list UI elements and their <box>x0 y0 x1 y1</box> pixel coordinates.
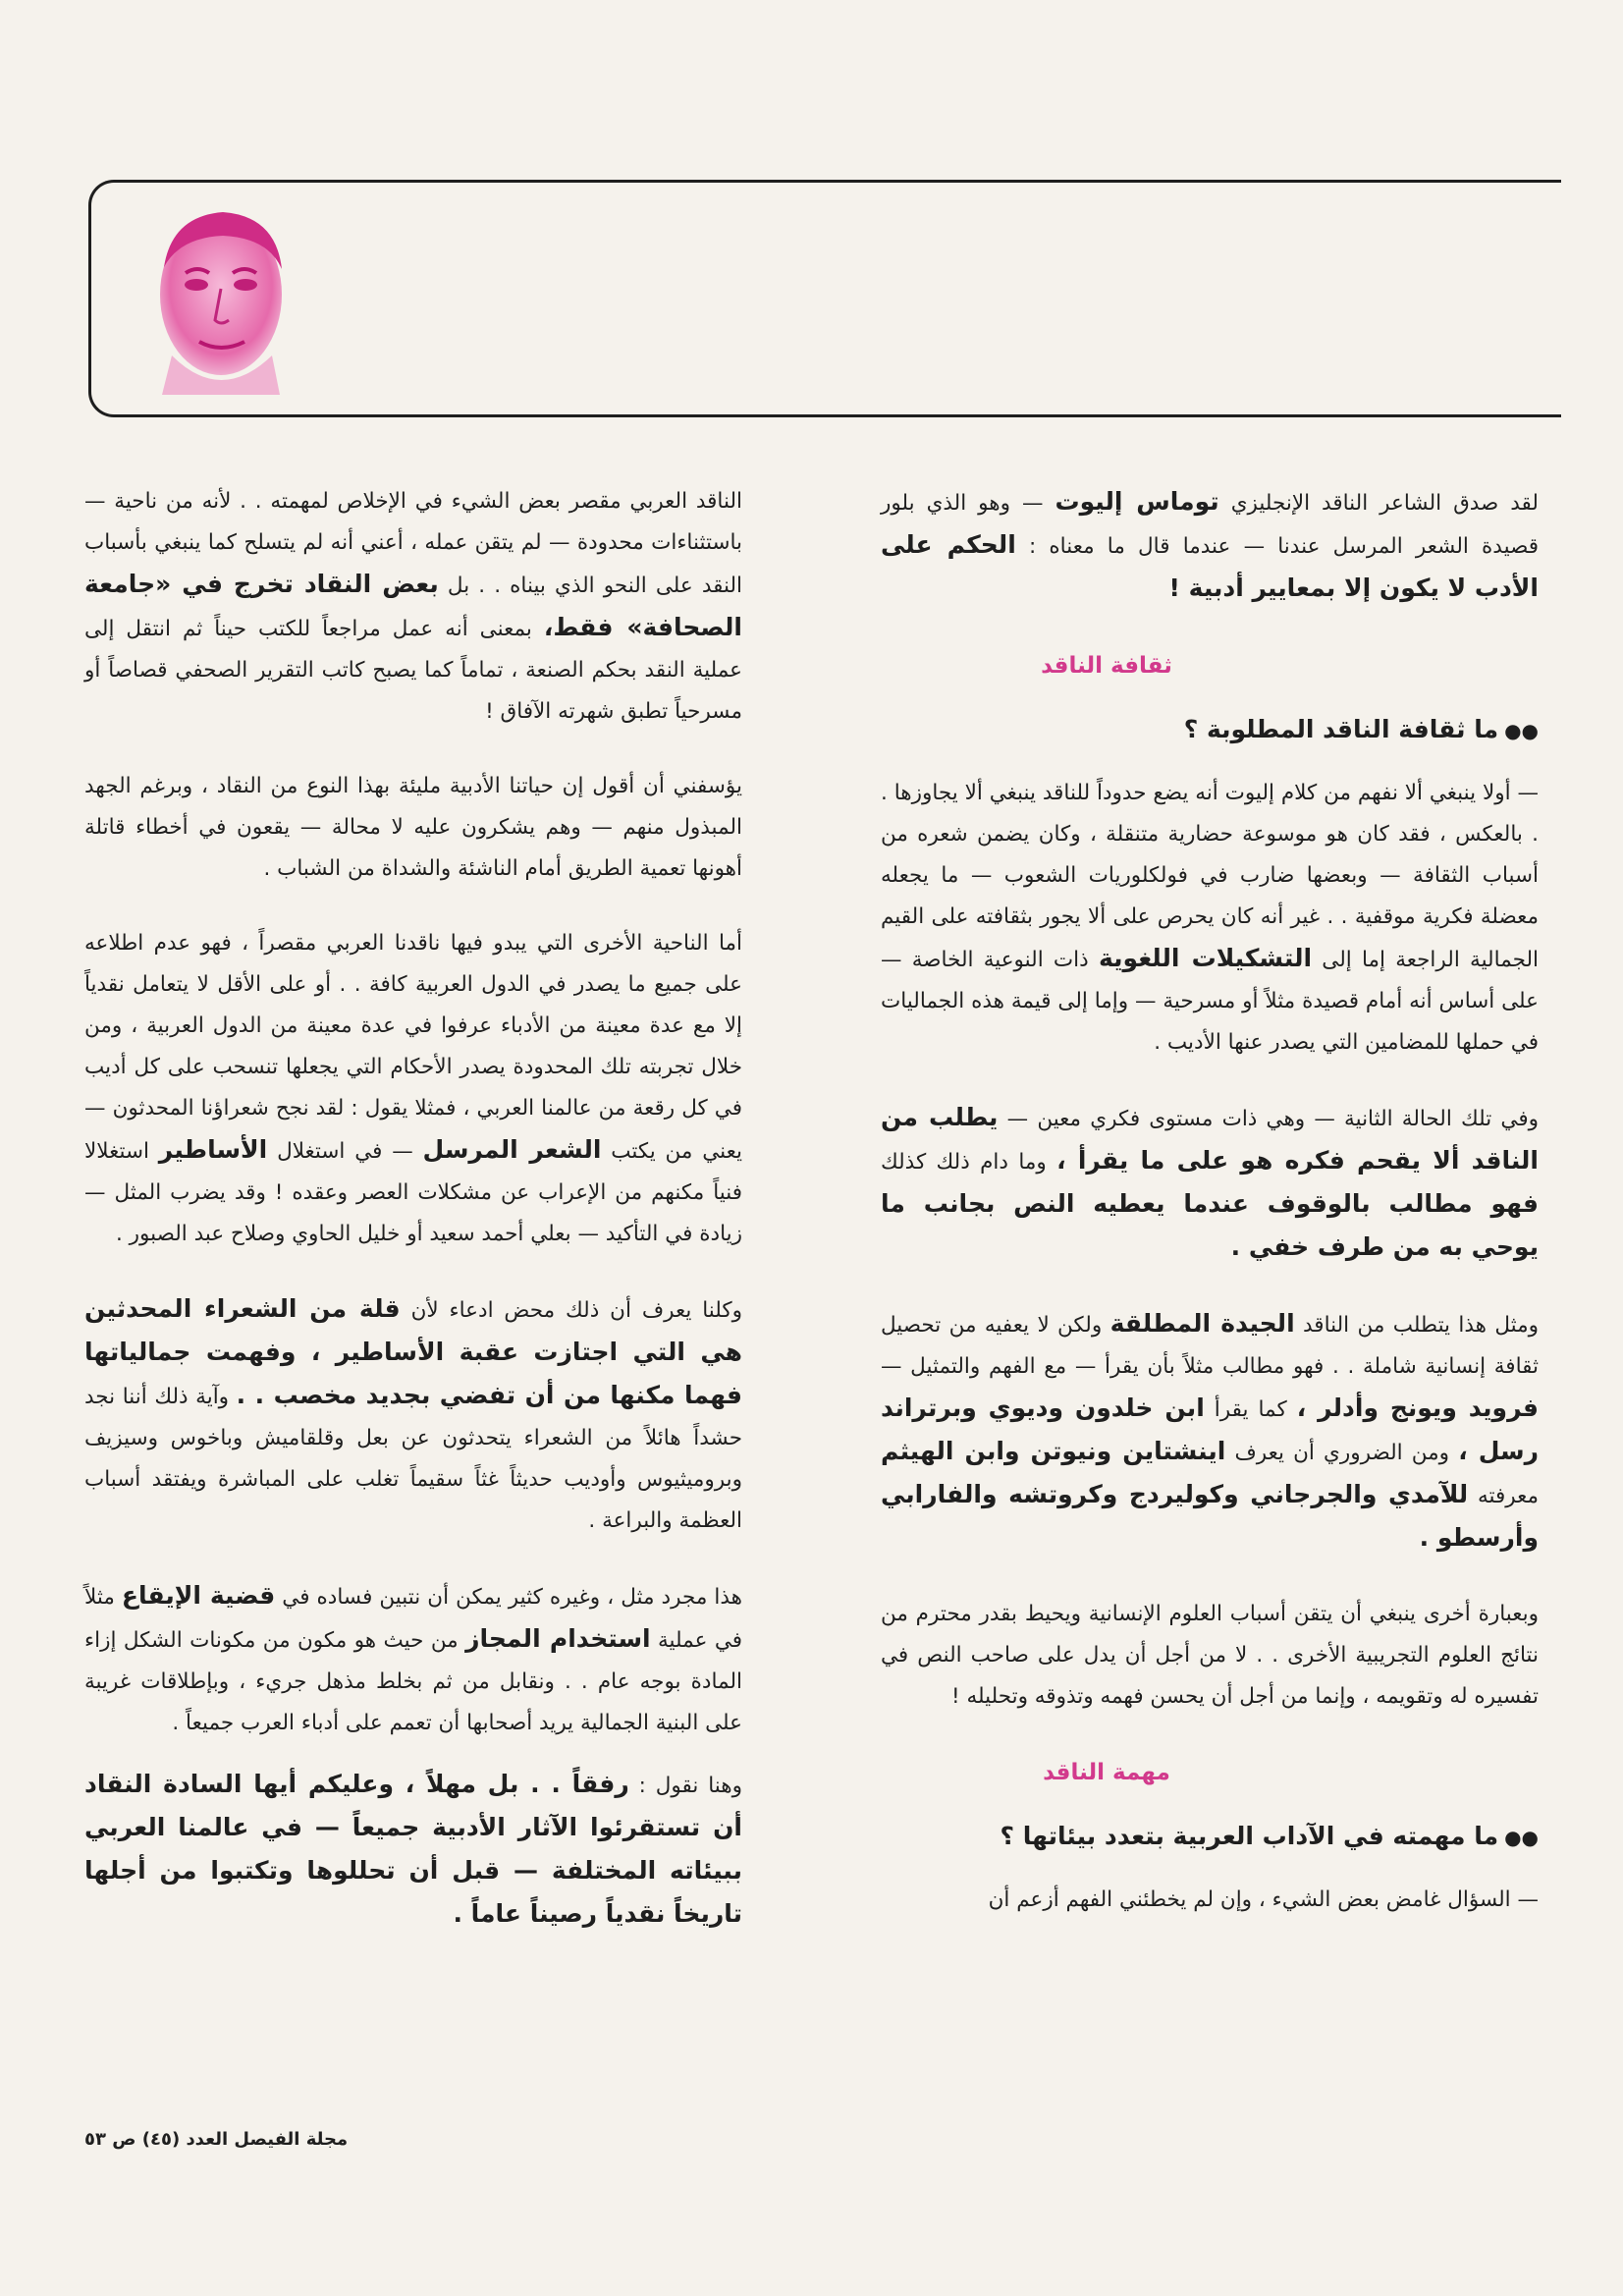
bullet-icon: ●● <box>1504 719 1539 742</box>
left-paragraph-5: هذا مجرد مثل ، وغيره كثير يمكن أن نتبين فساده في قضية الإيقاع مثلاً في عملية استخدام المجاز من حيث هو مكون من مكونات الشكل إزاء المادة بوجه عام . . ونقابل من ثم بخلط مذهل جريء ، وبإطلاقات غريبة على البنية الجمالية يريد أصحابها أن تعمم على أدباء العرب جميعاً . <box>84 1581 743 1735</box>
bullet-icon: ●● <box>1504 1826 1539 1849</box>
left-paragraph-1: الناقد العربي مقصر بعض الشيء في الإخلاص لمهمته . . لأنه من ناحية — باستثناءات محدودة — لم يتقن عمله ، أعني أنه لم يتسلح كما ينبغي بأسباب النقد على النحو الذي بيناه . . بل بعض النقاد تخرج في «جامعة الصحافة» فقط، بمعنى أنه عمل مراجعاً للكتب حيناً ثم انتقل إلى عملية النقد بحكم الصنعة ، تماماً كما يصبح كاتب التقرير الصحفي قصاصاً أو مسرحياً تطبق شهرته الآفاق ! <box>84 489 742 724</box>
answer-paragraph-2: وفي تلك الحالة الثانية — وهي ذات مستوى فكري معين — يطلب من الناقد ألا يقحم فكره هو على ما يقرأ ، وما دام ذلك كذلك فهو مطالب بالوقوف عندما يعطيه النص بجانب ما يوحي به من طرف خفي . <box>881 1103 1539 1261</box>
author-portrait <box>142 198 299 395</box>
answer-paragraph-1: — أولا ينبغي ألا نفهم من كلام إليوت أنه يضع حدوداً للناقد ينبغي ألا يجاوزها . . بالعكس ، فقد كان هو موسوعة حضارية متنقلة ، وكان يضمن شعره من أسباب الثقافة — وبعضها ضارب في فولكلوريات الشعوب — ما يجعله معضلة فكرية موقفية . . غير أنه كان يحرص على ألا يجور بثقافته على القيم الجمالية الراجعة إما إلى التشكيلات اللغوية ذات النوعية الخاصة — على أساس أنه أمام قصيدة مثلاً أو مسرحية — وإما إلى قيمة هذه الجماليات في حملها للمضامين التي يصدر عنها الأديب . <box>881 781 1539 1055</box>
page-footer: مجلة الفيصل العدد (٤٥) ص ٥٣ <box>84 2129 349 2150</box>
left-column <box>84 481 742 1937</box>
left-paragraph-3: أما الناحية الأخرى التي يبدو فيها ناقدنا العربي مقصراً ، فهو عدم اطلاعه على جميع ما يصدر في الدول العربية كافة . . أو على الأقل لا يتعامل نقدياً إلا مع عدة معينة من الأدباء عرفوا في عدة معينة من الدول العربية ، ومن خلال تجربته تلك المحدودة يصدر الأحكام التي يجعلها تنسحب على كل أديب في كل رقعة من عالمنا العربي ، فمثلا يقول : لقد نجح شعراؤنا المحدثون — يعني من يكتب الشعر المرسل — في استغلال الأساطير استغلالا فنياً مكنهم من الإعراب عن مشكلات العصر وعقده ! وقد يضرب المثل — زيادة في التأكيد — بعلي أحمد سعيد أو خليل الحاوي وصلاح عبد الصبور . <box>84 931 743 1246</box>
header-frame <box>88 180 1561 417</box>
right-column <box>881 481 1539 1921</box>
intro-paragraph: لقد صدق الشاعر الناقد الإنجليزي توماس إليوت — وهو الذي بلور قصيدة الشعر المرسل عندنا — عندما قال ما معناه : الحكم على الأدب لا يكون إلا بمعايير أدبية ! <box>881 487 1539 602</box>
answer-paragraph-3: ومثل هذا يتطلب من الناقد الجيدة المطلقة ولكن لا يعفيه من تحصيل ثقافة إنسانية شاملة . . فهو مطالب مثلاً بأن يقرأ — مع الفهم والتمثيل — فرويد ويونج وأدلر ، كما يقرأ ابن خلدون وديوي وبرتراند رسل ، ومن الضروري أن يعرف اينشتاين ونيوتن وابن الهيثم معرفته للآمدي والجرجاني وكوليردج وكروتشه والفارابي وأرسطو . <box>881 1309 1540 1552</box>
answer-paragraph-4: وبعبارة أخرى ينبغي أن يتقن أسباب العلوم الإنسانية ويحيط بقدر محترم من نتائج العلوم التجريبية الأخرى . . لا من أجل أن يدل على صاحب النص في تفسيره له وتقويمه ، وإنما من أجل أن يحسن فهمه وتذوقه وتحليله ! <box>881 1602 1539 1709</box>
left-paragraph-6: وهنا نقول : رفقاً . . بل مهلاً ، وعليكم أيها السادة النقاد أن تستقرئوا الآثار الأدبية جميعاً — في عالمنا العربي ببيئاته المختلفة — قبل أن تحللوها وتكتبوا من أجلها تاريخاً نقدياً رصيناً عاماً . <box>84 1770 742 1928</box>
section-title-critic-culture: ثقافة الناقد <box>1041 653 1172 679</box>
left-paragraph-2: يؤسفني أن أقول إن حياتنا الأدبية مليئة بهذا النوع من النقاد ، وبرغم الجهد المبذول منهم — وهم يشكرون عليه لا محالة — يقعون في أخطاء قاتلة أهونها تعمية الطريق أمام الناشئة والشداة من الشباب . <box>84 774 742 881</box>
question-1: ●●ما ثقافة الناقد المطلوبة ؟ <box>1183 715 1539 743</box>
answer-paragraph-5: — السؤال غامض بعض الشيء ، وإن لم يخطئني الفهم أزعم أن <box>988 1887 1539 1912</box>
section-title-critic-task: مهمة الناقد <box>1043 1760 1170 1785</box>
question-2: ●●ما مهمته في الآداب العربية بتعدد بيئاتها ؟ <box>1000 1822 1539 1850</box>
left-paragraph-4: وكلنا يعرف أن ذلك محض ادعاء لأن قلة من الشعراء المحدثين هي التي اجتازت عقبة الأساطير ، وفهمت جمالياتها فهما مكنها من أن تفضي بجديد مخصب . . وآية ذلك أننا نجد حشداً هائلاً من الشعراء يتحدثون عن بعل وقلقاميش وباخوس وسيزيف وبروميثيوس وأوديب حديثاً غثاً سقيماً تغلب على المباشرة ويفتقد أسباب العظمة والبراعة . <box>84 1294 743 1533</box>
